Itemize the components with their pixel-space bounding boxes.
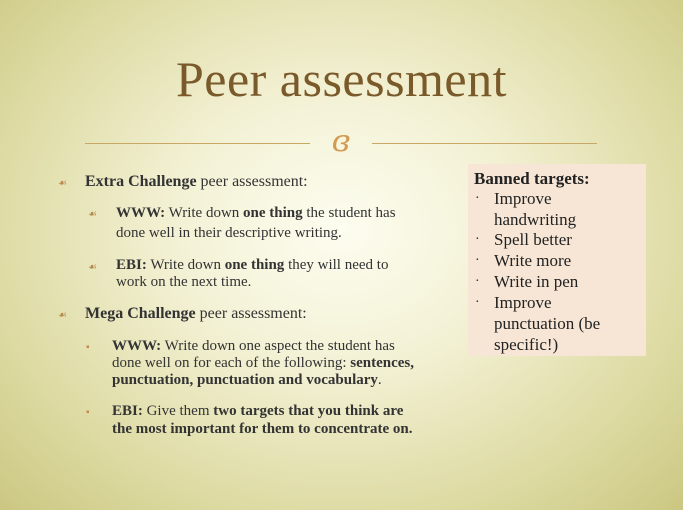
fleuron-bullet-icon: ☙ [58,310,67,321]
ebi-1-label: EBI: [116,257,147,273]
banned-bullet: · [475,232,480,247]
mega-challenge-bold: Mega Challenge [85,305,196,322]
flourish-icon: ɞ [331,124,351,159]
banned-targets-title: Banned targets: [474,169,590,188]
www-2-line-2 [112,355,414,372]
www-1-label: WWW: [116,205,166,221]
www-2-period: . [377,372,382,388]
www-1-line-1 [116,205,396,222]
banned-item: Improve [494,293,552,312]
fleuron-bullet-icon: ☙ [58,178,67,189]
extra-challenge-bold: Extra Challenge [85,173,197,190]
banned-item: Improve [494,189,552,208]
www-1-text-a: Write down [165,205,244,221]
banned-item: Write more [494,251,572,270]
extra-challenge-heading [85,173,308,191]
ebi-1-emphasis: one thing [224,257,285,273]
www-2-text-a: Write down one aspect the student has [161,338,395,354]
slide-title: Peer assessment [175,51,508,107]
banned-bullet: · [475,191,480,206]
mega-challenge-rest: peer assessment: [195,305,307,322]
banned-item: specific!) [494,335,559,354]
ebi-2-emphasis-a: two targets that you think are [213,403,404,419]
banned-bullet: · [475,274,480,289]
extra-challenge-rest: peer assessment: [196,173,308,190]
www-2-line-3 [112,372,382,389]
ebi-2-label: EBI: [112,403,143,419]
ebi-1-text-a: Write down [146,257,225,273]
divider-line-left [85,143,310,144]
mega-challenge-heading [85,305,307,323]
banned-item: handwriting [494,210,577,229]
banned-item: punctuation (be [494,314,601,333]
www-2-label: WWW: [112,338,162,354]
banned-item: Spell better [494,230,572,249]
square-bullet-icon: ▪ [86,407,90,418]
fleuron-bullet-icon: ☙ [88,209,97,220]
www-2-emphasis-b: punctuation, punctuation and vocabulary [112,372,378,388]
www-2-emphasis-a: sentences, [350,355,415,371]
divider-line-right [372,143,597,144]
www-2-line-1 [112,338,395,355]
www-1-text-b: the student has [302,205,396,221]
ebi-2-text-a: Give them [142,403,214,419]
fleuron-bullet-icon: ☙ [88,262,97,273]
www-2-text-b: done well on for each of the following: [112,355,351,371]
ebi-2-line-2 [112,421,413,438]
ebi-1-line-1 [116,257,388,274]
banned-item: Write in pen [494,272,579,291]
banned-bullet: · [475,253,480,268]
banned-bullet: · [475,295,480,310]
ebi-1-text-b: they will need to [284,257,389,273]
www-1-line-2: done well in their descriptive writing. [116,225,342,241]
ebi-2-line-1 [112,403,403,420]
ebi-2-emphasis-b: the most important for them to concentrate on. [112,421,413,437]
www-1-emphasis: one thing [243,205,303,221]
ebi-1-line-2: work on the next time. [116,274,252,290]
square-bullet-icon: ▪ [86,342,90,353]
